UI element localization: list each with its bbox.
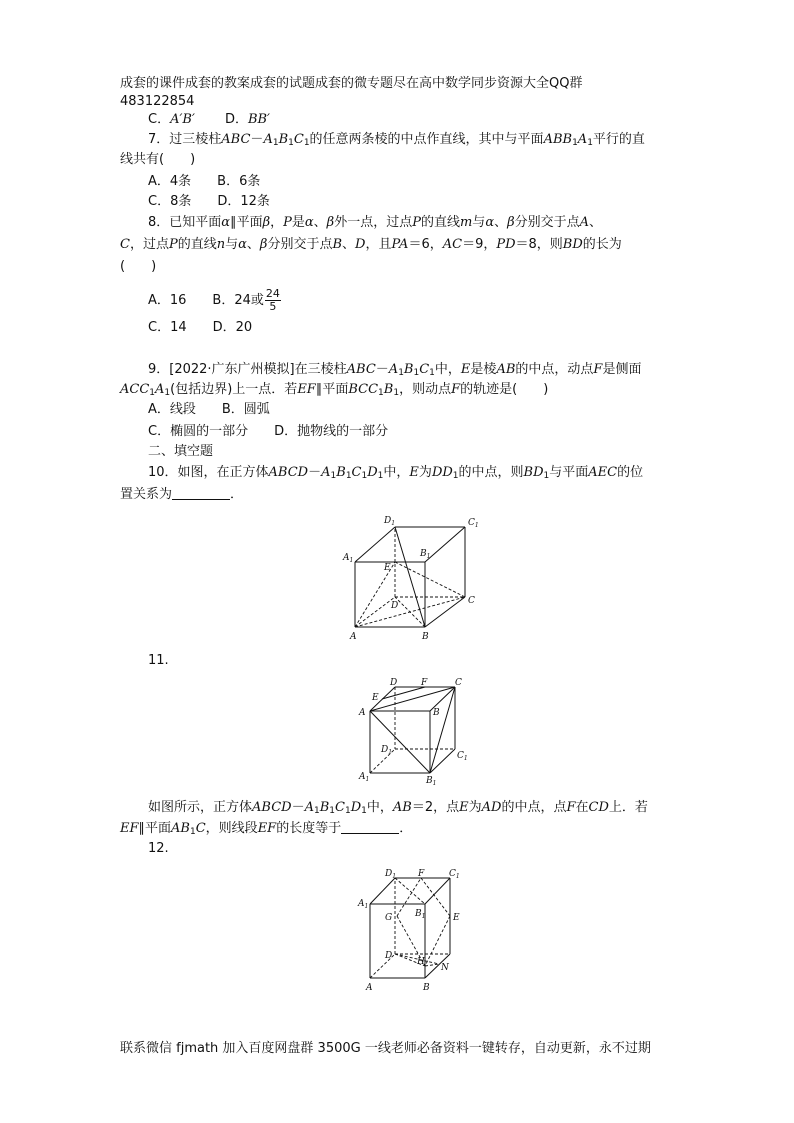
figure-q11-cube (355, 678, 475, 788)
q8-text: 外一点，过点 (334, 215, 413, 230)
label-c1: $C_1$ (468, 518, 479, 529)
diag-b1-c (430, 687, 455, 773)
label-a: A (350, 632, 357, 642)
q8-text: ，过点 (129, 237, 169, 252)
q8-math: α (221, 215, 231, 230)
q10-sub: 1 (377, 471, 384, 481)
q10-sub: 1 (361, 471, 368, 481)
q8-text: ， (270, 215, 284, 230)
q11-math: CD (588, 800, 609, 815)
q8-frac-den: 5 (269, 300, 277, 313)
q9-sub: 1 (149, 388, 156, 398)
q9-text: 中， (434, 362, 461, 377)
q8-text: 、 (246, 237, 260, 252)
q8-math: β (326, 215, 335, 230)
q9-text: (包括边界)上一点．若 (170, 382, 298, 397)
label-b1: $B_1$ (415, 909, 426, 920)
label-f: F (418, 869, 425, 879)
q9-sub: 1 (398, 368, 404, 378)
q10-math: BD (523, 465, 544, 480)
q8-math: PA (391, 237, 409, 252)
q9-sub: 1 (393, 388, 400, 398)
q9-math: C (419, 362, 430, 377)
edge-b-c (425, 597, 465, 627)
q7-math: C (293, 132, 304, 147)
q11-number: 11. (148, 653, 169, 668)
q8-math: P (283, 215, 292, 230)
label-a: A (359, 708, 366, 718)
q11-text: ，则线段 (205, 821, 258, 836)
q7-options-2: C．8条 D．12条 (148, 194, 270, 209)
q9-options-1: A．线段 B．圆弧 (148, 402, 270, 417)
figure-q10-cube (340, 510, 490, 645)
q11-text: － (291, 800, 305, 815)
q9-math: F (593, 362, 603, 377)
label-e: E (372, 693, 379, 703)
q11-math: AD (481, 800, 502, 815)
q11-text: 为 (468, 800, 482, 815)
label-d1: $D_1$ (381, 745, 393, 756)
label-d: D (391, 601, 399, 611)
q11-sub: 1 (313, 806, 320, 816)
q9-math: E (460, 362, 471, 377)
q11-line-2 (120, 820, 412, 841)
q8-math: B (332, 237, 343, 252)
label-d1: $D_1$ (385, 869, 397, 880)
q10-math: B (336, 465, 346, 480)
q11-math: E (459, 800, 469, 815)
q8-line-1 (148, 214, 602, 232)
q11-text: 的长度等于 (276, 821, 342, 836)
figure-q12-prism (355, 866, 475, 996)
q11-sub: 1 (329, 806, 336, 816)
q8-text: 的长为 (582, 237, 622, 252)
q10-text: 的中点，则 (458, 465, 524, 480)
q10-math: C (351, 465, 362, 480)
q8-text: 分别交于点 (267, 237, 333, 252)
q9-math: AB (496, 362, 516, 377)
q8-opt-ab: A．16 B．24或 (148, 293, 264, 308)
label-h: H (417, 957, 425, 967)
q10-sub: 1 (543, 471, 550, 481)
q10-text: 的位 (617, 465, 644, 480)
q9-text: ，则动点 (399, 382, 452, 397)
label-e: E (453, 913, 460, 923)
q8-text: ∥平面 (230, 215, 263, 230)
footer-note: 联系微信 fjmath 加入百度网盘群 3500G 一线老师必备资料一键转存，自动更新，永不过期 (120, 1041, 651, 1056)
seg-e-c (395, 562, 465, 597)
label-d: D (390, 678, 398, 688)
q10-text: ． (230, 487, 244, 502)
q11-math: D (350, 800, 362, 815)
q10-line-1 (148, 464, 643, 485)
q8-text: ＝6， (408, 237, 443, 252)
header-line-1: 成套的课件成套的教案成套的试题成套的微专题尽在高中数学同步资源大全QQ群 (120, 76, 583, 91)
label-a1: $A_1$ (358, 899, 369, 910)
q8-math: β (262, 215, 271, 230)
label-a1: $A_1$ (359, 772, 370, 783)
q8-text: 与 (225, 237, 239, 252)
q10-text: 与平面 (549, 465, 589, 480)
label-b1: $B_1$ (426, 776, 437, 787)
q9-sub: 1 (378, 388, 384, 398)
q7-sub: 1 (572, 138, 578, 148)
q9-sub: 1 (164, 388, 171, 398)
label-c: C (468, 596, 475, 606)
q11-sub: 1 (189, 827, 196, 837)
q8-text: 是 (291, 215, 305, 230)
label-f: F (421, 678, 428, 688)
q8-math: C (120, 237, 130, 252)
q7-sub: 1 (288, 138, 294, 148)
label-c1: $C_1$ (449, 869, 460, 880)
q11-text: 如图所示，正方体 (148, 800, 253, 815)
q8-math: D (355, 237, 366, 252)
q9-math: B (383, 382, 394, 397)
q11-math: ABCD (252, 800, 292, 815)
q9-text: 的中点，动点 (515, 362, 594, 377)
q10-text: － (308, 465, 322, 480)
q8-math: m (459, 215, 473, 230)
q8-text: 8．已知平面 (148, 215, 222, 230)
q7-math: ABB (543, 132, 573, 147)
q10-math: E (409, 465, 419, 480)
label-b: B (423, 983, 430, 993)
q9-line-1 (148, 361, 641, 382)
q7-text: － (250, 132, 264, 147)
q11-math: A (304, 800, 314, 815)
q8-line-2 (120, 236, 622, 254)
q7-line-1 (148, 131, 645, 152)
q8-math: A (579, 215, 590, 230)
q8-math: α (485, 215, 495, 230)
q8-text: ＝9， (462, 237, 497, 252)
q10-text: 中， (383, 465, 410, 480)
q8-frac-num: 24 (265, 287, 280, 300)
q8-line-3: ( ) (120, 259, 157, 274)
q8-text: 、 (589, 215, 603, 230)
q7-sub: 1 (303, 138, 310, 148)
label-b: B (422, 632, 429, 642)
q9-text: 是棱 (470, 362, 497, 377)
q11-math: C (195, 821, 206, 836)
q11-text: 的中点，点 (501, 800, 567, 815)
q11-math: B (319, 800, 330, 815)
edge-a1-d1 (370, 878, 395, 904)
q9-math: B (403, 362, 414, 377)
q11-sub: 1 (344, 806, 351, 816)
q9-sub: 1 (429, 368, 435, 378)
q11-line-1 (148, 799, 648, 820)
q8-math: BD (562, 237, 583, 252)
q10-math: ABCD (268, 465, 309, 480)
q10-math: DD (431, 465, 453, 480)
diag-a-b1 (370, 711, 430, 773)
q9-options-2: C．椭圆的一部分 D．抛物线的一部分 (148, 424, 389, 439)
q8-math: β (259, 237, 268, 252)
q11-text: ＝2，点 (411, 800, 460, 815)
seg-e-h (425, 916, 450, 966)
q10-text: 10．如图，在正方体 (148, 465, 269, 480)
q7-sub: 1 (272, 138, 279, 148)
q10-sub: 1 (345, 471, 352, 481)
edge-a-d (355, 597, 395, 627)
q11-math: EF (257, 821, 277, 836)
q9-text: 9．[2022·广东广州模拟]在三棱柱 (148, 362, 347, 377)
q8-text: 分别交于点 (514, 215, 580, 230)
q11-text: 中， (366, 800, 393, 815)
q11-math: AB (171, 821, 190, 836)
q8-math: AC (442, 237, 463, 252)
section-heading: 二、填空题 (148, 444, 214, 459)
q8-math: α (238, 237, 247, 252)
q6-opt-d: BB′ (247, 112, 271, 127)
header-line-2: 483122854 (120, 94, 195, 109)
q8-text: 、 (342, 237, 356, 252)
q10-math: D (367, 465, 378, 480)
label-a1: $A_1$ (343, 553, 354, 564)
q8-math: α (304, 215, 314, 230)
label-g: G (385, 913, 393, 923)
q8-math: n (216, 237, 226, 252)
q9-text: 的轨迹是( ) (460, 382, 549, 397)
q9-line-2 (120, 381, 548, 402)
q7-sub: 1 (587, 138, 593, 148)
q11-math: EF (120, 821, 139, 836)
label-b1: $B_1$ (420, 549, 431, 560)
seg-h-n (425, 964, 439, 966)
q6-opt-c-label: C． (148, 112, 171, 127)
q7-math: B (278, 132, 289, 147)
q10-sub: 1 (330, 471, 337, 481)
q7-line-2: 线共有( ) (120, 152, 196, 167)
q6-opt-d-label: D． (224, 112, 248, 127)
q11-math: C (335, 800, 345, 815)
q7-text: 的任意两条棱的中点作直线，其中与平面 (309, 132, 544, 147)
q7-math: A (577, 132, 588, 147)
label-c1: $C_1$ (457, 751, 468, 762)
q7-options-1: A．4条 B．6条 (148, 174, 261, 189)
q7-math: A (263, 132, 273, 147)
q7-math: ABC (221, 132, 251, 147)
label-n: N (441, 963, 449, 973)
q11-text: ． (399, 821, 413, 836)
q8-text: 的直线 (177, 237, 217, 252)
q9-math: A (155, 382, 165, 397)
seg-d1-b1 (395, 878, 425, 904)
q11-sub: 1 (361, 806, 367, 816)
q9-text: － (375, 362, 389, 377)
answer-blank[interactable] (172, 487, 230, 500)
q8-options-2: C．14 D．20 (148, 320, 253, 335)
q10-math: AEC (588, 465, 618, 480)
q7-text: 平行的直 (592, 132, 645, 147)
q8-text: 、 (313, 215, 327, 230)
edge-a1-d1 (355, 527, 395, 562)
q11-math: AB (392, 800, 412, 815)
q8-fraction (265, 288, 281, 313)
q12-number: 12. (148, 841, 169, 856)
q10-text: 为 (418, 465, 432, 480)
label-a: A (366, 983, 373, 993)
q9-math: A (388, 362, 399, 377)
q8-text: ＝8，则 (515, 237, 563, 252)
label-d: D (385, 951, 393, 961)
label-e: E (384, 563, 391, 573)
q6-opt-c: A′B′ (170, 112, 195, 127)
q9-math: ACC (120, 382, 150, 397)
q11-math: F (566, 800, 576, 815)
q9-math: ABC (346, 362, 376, 377)
q9-text: ∥平面 (315, 382, 349, 397)
q8-math: β (507, 215, 515, 230)
q10-math: A (321, 465, 331, 480)
edge-b1-c1 (425, 527, 465, 562)
q9-sub: 1 (413, 368, 420, 378)
q8-text: 与 (472, 215, 486, 230)
q8-text: 、 (494, 215, 508, 230)
q9-math: F (451, 382, 461, 397)
q8-text: ，且 (365, 237, 392, 252)
label-b: B (433, 708, 440, 718)
answer-blank[interactable] (341, 821, 399, 834)
q10-text: 置关系为 (120, 487, 173, 502)
q8-text: 的直线 (420, 215, 460, 230)
q8-options-1 (148, 288, 281, 313)
q8-math: P (412, 215, 421, 230)
q9-math: EF (297, 382, 316, 397)
label-d1: $D_1$ (384, 516, 396, 527)
q11-text: 在 (575, 800, 589, 815)
q9-text: 是侧面 (602, 362, 642, 377)
q10-sub: 1 (452, 471, 459, 481)
label-c: C (455, 678, 462, 688)
q11-text: ∥平面 (138, 821, 172, 836)
q6-options (148, 111, 270, 129)
q10-line-2 (120, 486, 243, 504)
q11-text: 上．若 (608, 800, 648, 815)
q7-text: 7．过三棱柱 (148, 132, 222, 147)
q9-math: BCC (348, 382, 379, 397)
q8-math: PD (496, 237, 516, 252)
q8-math: P (168, 237, 178, 252)
